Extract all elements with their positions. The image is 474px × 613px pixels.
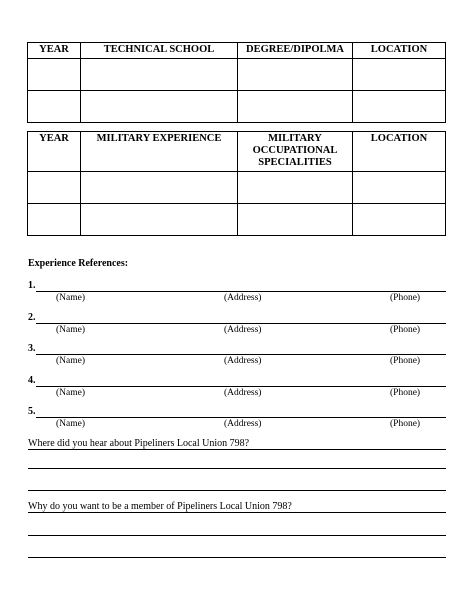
military-cell[interactable]	[81, 172, 238, 204]
education-header-school: TECHNICAL SCHOOL	[81, 43, 238, 59]
reference-name-label: (Name)	[56, 419, 86, 429]
military-cell[interactable]	[28, 204, 81, 236]
reference-name-label: (Name)	[56, 293, 86, 303]
question-hear-about[interactable]	[28, 438, 446, 449]
reference-entry-2[interactable]	[28, 312, 446, 336]
references-title: Experience References:	[28, 258, 129, 269]
reference-number: 4.	[28, 375, 36, 386]
military-cell[interactable]	[238, 172, 353, 204]
military-header-location: LOCATION	[353, 132, 446, 172]
reference-address-label: (Address)	[224, 293, 262, 303]
military-cell[interactable]	[28, 172, 81, 204]
reference-address-label: (Address)	[224, 388, 262, 398]
table-row	[28, 172, 446, 204]
education-cell[interactable]	[28, 59, 81, 91]
reference-line[interactable]	[36, 323, 446, 324]
education-cell[interactable]	[353, 91, 446, 123]
military-header-specialities: MILITARY OCCUPATIONAL SPECIALITIES	[238, 132, 353, 172]
education-header-year: YEAR	[28, 43, 81, 59]
answer-line[interactable]	[28, 490, 446, 491]
reference-number: 2.	[28, 312, 36, 323]
reference-name-label: (Name)	[56, 356, 86, 366]
reference-phone-label: (Phone)	[390, 388, 421, 398]
reference-number: 3.	[28, 343, 36, 354]
reference-phone-label: (Phone)	[390, 325, 421, 335]
education-cell[interactable]	[238, 59, 353, 91]
education-cell[interactable]	[81, 91, 238, 123]
reference-address-label: (Address)	[224, 325, 262, 335]
reference-line[interactable]	[36, 417, 446, 418]
military-header-row	[28, 132, 446, 172]
reference-name-label: (Name)	[56, 388, 86, 398]
education-cell[interactable]	[238, 91, 353, 123]
reference-line[interactable]	[36, 291, 446, 292]
education-cell[interactable]	[81, 59, 238, 91]
answer-line[interactable]	[28, 449, 446, 450]
answer-line[interactable]	[28, 512, 446, 513]
table-row	[28, 204, 446, 236]
reference-phone-label: (Phone)	[390, 293, 421, 303]
military-header-experience: MILITARY EXPERIENCE	[81, 132, 238, 172]
military-cell[interactable]	[238, 204, 353, 236]
education-cell[interactable]	[353, 59, 446, 91]
military-header-year: YEAR	[28, 132, 81, 172]
question-hear-about-label: Where did you hear about Pipeliners Local Union 798?	[28, 438, 250, 449]
reference-phone-label: (Phone)	[390, 419, 421, 429]
answer-line[interactable]	[28, 557, 446, 558]
reference-line[interactable]	[36, 354, 446, 355]
reference-address-label: (Address)	[224, 419, 262, 429]
table-row	[28, 91, 446, 123]
reference-entry-4[interactable]	[28, 375, 446, 399]
education-header-degree: DEGREE/DIPOLMA	[238, 43, 353, 59]
military-table	[27, 131, 446, 236]
reference-entry-1[interactable]	[28, 280, 446, 304]
reference-number: 1.	[28, 280, 36, 291]
reference-phone-label: (Phone)	[390, 356, 421, 366]
education-table	[27, 42, 446, 123]
military-cell[interactable]	[353, 172, 446, 204]
question-why-member[interactable]	[28, 501, 446, 512]
military-cell[interactable]	[81, 204, 238, 236]
military-cell[interactable]	[353, 204, 446, 236]
reference-name-label: (Name)	[56, 325, 86, 335]
education-header-row	[28, 43, 446, 59]
reference-line[interactable]	[36, 386, 446, 387]
reference-entry-5[interactable]	[28, 406, 446, 430]
answer-line[interactable]	[28, 468, 446, 469]
table-row	[28, 59, 446, 91]
reference-entry-3[interactable]	[28, 343, 446, 367]
reference-address-label: (Address)	[224, 356, 262, 366]
reference-number: 5.	[28, 406, 36, 417]
education-header-location: LOCATION	[353, 43, 446, 59]
question-why-member-label: Why do you want to be a member of Pipeliners Local Union 798?	[28, 501, 292, 512]
education-cell[interactable]	[28, 91, 81, 123]
answer-line[interactable]	[28, 535, 446, 536]
